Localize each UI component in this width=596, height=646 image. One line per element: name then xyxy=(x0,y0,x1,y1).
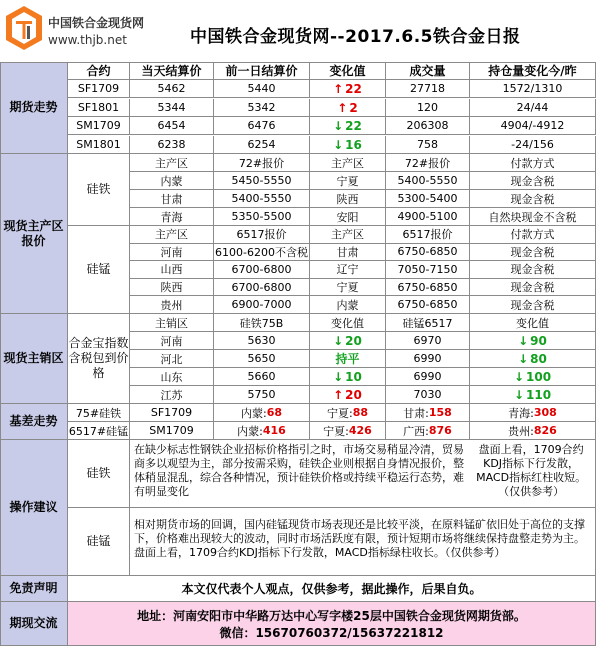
advice-fesi-label: 硅铁 xyxy=(68,440,130,508)
futures-change xyxy=(310,136,386,154)
spot-fesi-cell: 72#报价 xyxy=(386,154,470,172)
change-value: 持平 xyxy=(335,352,360,366)
advice-section-label: 操作建议 xyxy=(0,440,68,576)
basis-value: 426 xyxy=(348,424,372,437)
futures-contract: SF1801 xyxy=(68,99,130,117)
sales-fesi-change xyxy=(310,368,386,386)
basis-value: 876 xyxy=(428,424,452,437)
basis-value: 416 xyxy=(262,424,286,437)
spot-simn-cell: 6700-6800 xyxy=(214,261,310,279)
futures-contract: SF1709 xyxy=(68,80,130,98)
futures-volume: 120 xyxy=(386,99,470,117)
sales-simn-change xyxy=(470,386,596,404)
change-value: 20 xyxy=(345,333,362,348)
spot-fesi-cell: 现金含税 xyxy=(470,172,596,190)
spot-fesi-cell: 5400-5550 xyxy=(214,190,310,208)
basis-region-label: 青海: xyxy=(508,406,534,420)
arrow-down-icon: ↓ xyxy=(333,118,344,133)
futures-open-interest: 24/44 xyxy=(470,99,596,117)
contact-box xyxy=(68,602,596,646)
arrow-up-icon: ↑ xyxy=(337,100,348,115)
spot-simn-cell: 辽宁 xyxy=(310,261,386,279)
futures-volume: 758 xyxy=(386,136,470,154)
basis-region-value xyxy=(470,404,596,422)
arrow-down-icon: ↓ xyxy=(518,351,529,366)
futures-section-label: 期货走势 xyxy=(0,62,68,154)
spot-fesi-cell: 5450-5550 xyxy=(214,172,310,190)
sales-simn-change xyxy=(470,332,596,350)
basis-region-value xyxy=(214,422,310,440)
spot-simn-cell: 6700-6800 xyxy=(214,279,310,297)
change-value: 100 xyxy=(526,369,552,384)
spot-fesi-cell: 甘肃 xyxy=(130,190,214,208)
futures-prev-price: 6254 xyxy=(214,136,310,154)
spot-simn-cell: 付款方式 xyxy=(470,226,596,244)
spot-fesi-cell: 陕西 xyxy=(310,190,386,208)
change-value: 2 xyxy=(349,100,358,115)
basis-region-label: 内蒙: xyxy=(237,424,263,438)
basis-value: 88 xyxy=(352,406,369,419)
spot-fesi-cell: 青海 xyxy=(130,208,214,226)
futures-change xyxy=(310,117,386,135)
futures-today-price: 5462 xyxy=(130,80,214,98)
futures-header-change: 变化值 xyxy=(310,62,386,80)
spot-simn-cell: 6750-6850 xyxy=(386,279,470,297)
spot-simn-cell: 7050-7150 xyxy=(386,261,470,279)
sales-fesi-change xyxy=(310,386,386,404)
basis-region-value xyxy=(470,422,596,440)
spot-simn-cell: 陕西 xyxy=(130,279,214,297)
futures-open-interest: 4904/-4912 xyxy=(470,117,596,135)
futures-change xyxy=(310,99,386,117)
spot-fesi-label: 硅铁 xyxy=(68,154,130,226)
change-value: 22 xyxy=(345,81,362,96)
arrow-down-icon: ↓ xyxy=(333,369,344,384)
arrow-up-icon: ↑ xyxy=(333,81,344,96)
basis-region-value xyxy=(386,404,470,422)
basis-region-value xyxy=(214,404,310,422)
spot-simn-cell: 宁夏 xyxy=(310,279,386,297)
basis-value: 826 xyxy=(533,424,557,437)
advice-simn-text: 相对期货市场的回调，国内硅锰现货市场表现还是比较平淡，在原料锰矿依旧处于高位的支撑下，价格难出现较大的波动，同时市场活跃度有限，预计短期市场将继续保持盘整走势为主。盘面上看，1709合约KDJ指标下行发散，MACD指标绿柱收长。（仅供参考） xyxy=(130,508,596,576)
sales-simn-price: 6970 xyxy=(386,332,470,350)
futures-today-price: 5344 xyxy=(130,99,214,117)
spot-fesi-cell: 5400-5550 xyxy=(386,172,470,190)
company-logo xyxy=(4,4,44,52)
change-value: 80 xyxy=(530,351,547,366)
spot-fesi-cell: 主产区 xyxy=(310,154,386,172)
sales-header-cell: 变化值 xyxy=(310,314,386,332)
futures-open-interest: 1572/1310 xyxy=(470,80,596,98)
futures-contract: SM1709 xyxy=(68,117,130,135)
sales-region: 河北 xyxy=(130,350,214,368)
sales-header-cell: 硅锰6517 xyxy=(386,314,470,332)
sales-fesi-price: 5630 xyxy=(214,332,310,350)
basis-region-value xyxy=(310,422,386,440)
spot-fesi-cell: 72#报价 xyxy=(214,154,310,172)
basis-value: 308 xyxy=(533,406,557,419)
sales-simn-change xyxy=(470,368,596,386)
change-value: 90 xyxy=(530,333,547,348)
spot-fesi-cell: 安阳 xyxy=(310,208,386,226)
futures-header-prev: 前一日结算价 xyxy=(214,62,310,80)
basis-region-label: 内蒙: xyxy=(240,406,267,420)
basis-value: 68 xyxy=(266,406,283,419)
contact-address: 地址：河南安阳市中华路万达中心写字楼25层中国铁合金现货网期货部。 xyxy=(137,608,526,623)
sales-simn-price: 6990 xyxy=(386,368,470,386)
sales-fesi-price: 5660 xyxy=(214,368,310,386)
arrow-down-icon: ↓ xyxy=(333,137,344,152)
sales-region: 山东 xyxy=(130,368,214,386)
spot-simn-cell: 现金含税 xyxy=(470,296,596,314)
futures-header-oi: 持仓量变化今/昨 xyxy=(470,62,596,80)
spot-fesi-cell: 宁夏 xyxy=(310,172,386,190)
sales-region: 河南 xyxy=(130,332,214,350)
sales-header-cell: 变化值 xyxy=(470,314,596,332)
sales-fesi-change xyxy=(310,332,386,350)
change-value: 20 xyxy=(345,387,362,402)
disclaimer-label: 免责声明 xyxy=(0,576,68,602)
spot-fesi-cell: 主产区 xyxy=(130,154,214,172)
basis-product: 75#硅铁 xyxy=(68,404,130,422)
arrow-down-icon: ↓ xyxy=(518,333,529,348)
spot-fesi-cell: 4900-5100 xyxy=(386,208,470,226)
basis-region-label: 贵州: xyxy=(508,424,534,438)
spot-section-label: 现货主产区报价 xyxy=(0,154,68,314)
sales-fesi-change xyxy=(310,350,386,368)
spot-simn-cell: 河南 xyxy=(130,244,214,262)
sales-simn-price: 7030 xyxy=(386,386,470,404)
logo-name: 中国铁合金现货网 xyxy=(48,16,145,30)
sales-region: 江苏 xyxy=(130,386,214,404)
futures-prev-price: 6476 xyxy=(214,117,310,135)
advice-fesi-note: 盘面上看，1709合约KDJ指标下行发散，MACD指标红柱收短。（仅供参考） xyxy=(476,443,587,498)
spot-fesi-cell: 内蒙 xyxy=(130,172,214,190)
sales-section-label: 现货主销区 xyxy=(0,314,68,404)
logo-url: www.thjb.net xyxy=(48,33,127,47)
disclaimer-text: 本文仅代表个人观点，仅供参考，据此操作，后果自负。 xyxy=(68,576,596,602)
arrow-down-icon: ↓ xyxy=(513,369,524,384)
futures-header-contract: 合约 xyxy=(68,62,130,80)
spot-simn-cell: 主产区 xyxy=(130,226,214,244)
arrow-down-icon: ↓ xyxy=(333,333,344,348)
spot-simn-cell: 6750-6850 xyxy=(386,244,470,262)
spot-simn-cell: 现金含税 xyxy=(470,279,596,297)
spot-simn-cell: 6900-7000 xyxy=(214,296,310,314)
spot-fesi-cell: 5300-5400 xyxy=(386,190,470,208)
basis-region-label: 宁夏: xyxy=(323,424,349,438)
futures-header-today: 当天结算价 xyxy=(130,62,214,80)
contact-wechat: 微信：15670760372/15637221812 xyxy=(219,625,444,640)
spot-simn-cell: 山西 xyxy=(130,261,214,279)
spot-simn-cell: 6750-6850 xyxy=(386,296,470,314)
spot-fesi-cell: 付款方式 xyxy=(470,154,596,172)
spot-simn-cell: 甘肃 xyxy=(310,244,386,262)
spot-fesi-cell: 现金含税 xyxy=(470,190,596,208)
spot-fesi-cell: 自然块现金不含税 xyxy=(470,208,596,226)
basis-product: 6517#硅锰 xyxy=(68,422,130,440)
futures-today-price: 6238 xyxy=(130,136,214,154)
basis-region-label: 宁夏: xyxy=(326,406,353,420)
futures-contract: SM1801 xyxy=(68,136,130,154)
sales-fesi-price: 5650 xyxy=(214,350,310,368)
spot-simn-cell: 6100-6200不含税 xyxy=(214,244,310,262)
spot-simn-cell: 6517报价 xyxy=(214,226,310,244)
basis-section-label: 基差走势 xyxy=(0,404,68,440)
sales-header-cell: 主销区 xyxy=(130,314,214,332)
contact-label: 期现交流 xyxy=(0,602,68,646)
sales-header-cell: 硅铁75B xyxy=(214,314,310,332)
basis-contract: SM1709 xyxy=(130,422,214,440)
futures-prev-price: 5342 xyxy=(214,99,310,117)
basis-region-value xyxy=(386,422,470,440)
change-value: 16 xyxy=(345,137,362,152)
change-value: 10 xyxy=(345,369,362,384)
sales-sublabel: 合金宝指数含税包到价格 xyxy=(68,314,130,404)
sales-simn-price: 6990 xyxy=(386,350,470,368)
spot-simn-cell: 6517报价 xyxy=(386,226,470,244)
futures-header-volume: 成交量 xyxy=(386,62,470,80)
sales-simn-change xyxy=(470,350,596,368)
basis-region-label: 甘肃: xyxy=(403,406,429,420)
advice-fesi-body: 在缺少标志性钢铁企业招标价格指引之时，市场交易稍显冷清，贸易商多以观望为主，部分按需采购，硅铁企业则根据自身情况报价，整体稍显混乱，综合各种情况，预计硅铁价格或持续平稳运行态势，难有明显变化 xyxy=(134,443,464,498)
advice-fesi-text xyxy=(130,440,596,508)
advice-simn-label: 硅锰 xyxy=(68,508,130,576)
spot-simn-cell: 现金含税 xyxy=(470,244,596,262)
report-header xyxy=(0,0,596,62)
spot-simn-cell: 内蒙 xyxy=(310,296,386,314)
futures-volume: 206308 xyxy=(386,117,470,135)
basis-value: 158 xyxy=(428,406,452,419)
report-table xyxy=(0,62,596,646)
report-title: 中国铁合金现货网--2017.6.5铁合金日报 xyxy=(190,27,521,47)
basis-region-value xyxy=(310,404,386,422)
futures-open-interest: -24/156 xyxy=(470,136,596,154)
futures-volume: 27718 xyxy=(386,80,470,98)
spot-simn-label: 硅锰 xyxy=(68,226,130,314)
basis-contract: SF1709 xyxy=(130,404,214,422)
spot-simn-cell: 现金含税 xyxy=(470,261,596,279)
spot-simn-cell: 主产区 xyxy=(310,226,386,244)
futures-prev-price: 5440 xyxy=(214,80,310,98)
spot-simn-cell: 贵州 xyxy=(130,296,214,314)
spot-fesi-cell: 5350-5500 xyxy=(214,208,310,226)
arrow-down-icon: ↓ xyxy=(513,387,524,402)
arrow-up-icon: ↑ xyxy=(333,387,344,402)
futures-change xyxy=(310,80,386,98)
basis-region-label: 广西: xyxy=(403,424,429,438)
futures-today-price: 6454 xyxy=(130,117,214,135)
change-value: 22 xyxy=(345,118,362,133)
sales-fesi-price: 5750 xyxy=(214,386,310,404)
change-value: 110 xyxy=(526,387,552,402)
